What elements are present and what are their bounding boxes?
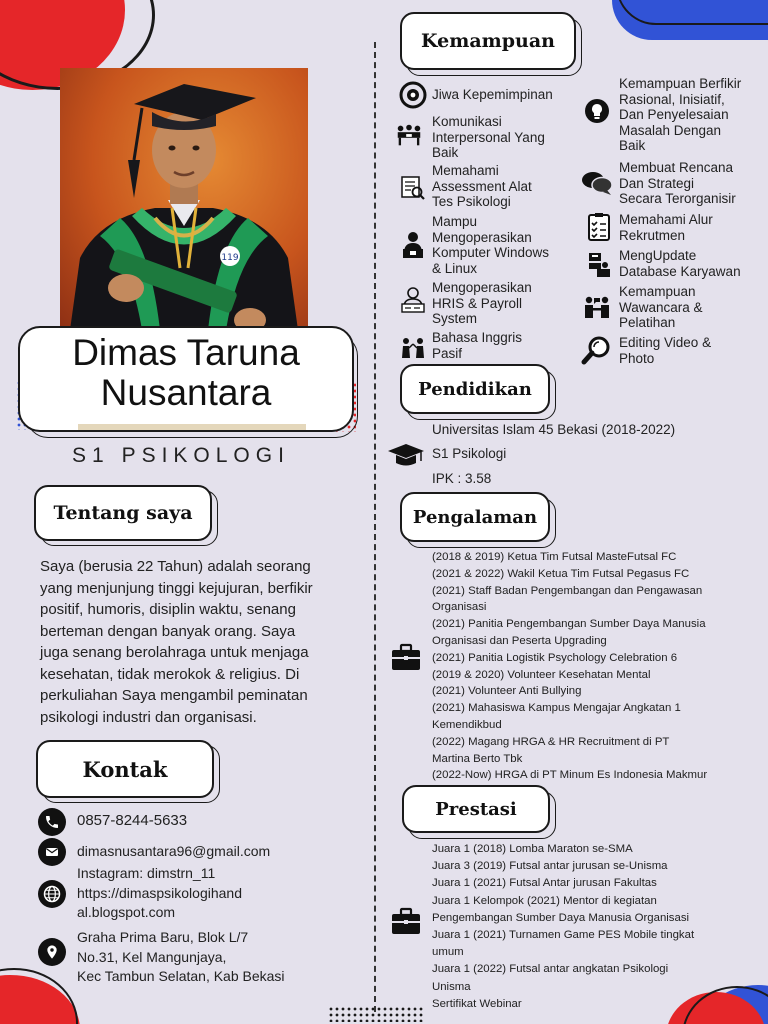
- about-line: berteman dengan banyak orang. Saya: [40, 622, 296, 640]
- skill-label: Masalah Dengan: [619, 122, 722, 138]
- skill-label: HRIS & Payroll: [432, 295, 523, 311]
- skill-label: Pasif: [432, 345, 463, 361]
- skill-item: [580, 160, 736, 207]
- column-divider: [374, 42, 376, 1012]
- briefcase-icon: [390, 906, 422, 936]
- experience-line: Organisasi dan Peserta Upgrading: [432, 634, 607, 647]
- skill-label: Dan Penyelesaian: [619, 107, 729, 123]
- achievement-line: Juara 1 (2021) Turnamen Game PES Mobile tingkat: [432, 929, 695, 942]
- skill-label: Wawancara &: [619, 299, 703, 315]
- skill-label: Mengoperasikan: [432, 280, 532, 295]
- skill-item: [398, 214, 549, 276]
- name-line-2: Nusantara: [100, 372, 272, 413]
- conversation-icon: [398, 332, 428, 362]
- contact-phone[interactable]: [38, 808, 187, 836]
- experience-line: (2021) Mahasiswa Kampus Mengajar Angkatan 1: [432, 702, 681, 715]
- experience-line: (2022-Now) HRGA di PT Minum Es Indonesia Makmur: [432, 769, 708, 782]
- skill-item: [398, 80, 553, 110]
- achievement-line: umum: [432, 946, 464, 959]
- education-heading: Pendidikan: [400, 364, 550, 414]
- profile-photo: [60, 68, 308, 330]
- skill-label: Memahami: [432, 163, 499, 178]
- skill-item: [584, 248, 741, 280]
- blog-url-line-1[interactable]: https://dimaspsikologihand: [77, 884, 242, 901]
- about-line: juga senang berolahraga untuk menjaga: [40, 644, 309, 661]
- achievement-line: Pengembangan Sumber Daya Manusia Organisasi: [432, 911, 690, 924]
- about-line: perkuliahan Saya mengambil peminatan: [40, 687, 308, 704]
- skill-label: Database Karyawan: [619, 263, 741, 279]
- name-line-1: Dimas Taruna: [72, 332, 300, 373]
- skill-label: MengUpdate: [619, 248, 697, 263]
- experience-heading: Pengalaman: [400, 492, 550, 542]
- experience-line: (2018 & 2019) Ketua Tim Futsal MasteFutsal FC: [432, 551, 677, 563]
- database-icon: [584, 250, 614, 280]
- skill-item: [582, 284, 703, 331]
- about-line: kesehatan, tidak merokok & religius. Di: [40, 665, 300, 683]
- graduate-portrait-illustration: [60, 68, 308, 330]
- experience-line: Kemendikbud: [432, 718, 502, 731]
- blog-url-line-2[interactable]: al.blogspot.com: [77, 904, 176, 920]
- magnifier-icon: [580, 335, 614, 365]
- skill-label: Memahami Alur: [619, 212, 713, 227]
- skill-label: System: [432, 311, 478, 327]
- decor-ring-bottom-right: [682, 986, 768, 1024]
- experience-line: (2019 & 2020) Volunteer Kesehatan Mental: [432, 668, 651, 681]
- skill-item: [584, 212, 713, 243]
- briefcase-icon: [390, 642, 422, 672]
- skill-label: Jiwa Kepemimpinan: [432, 87, 553, 102]
- skill-label: Komunikasi: [432, 114, 502, 129]
- web-links: [77, 864, 242, 923]
- experience-list: [432, 549, 707, 784]
- skill-label: Editing Video &: [619, 335, 712, 350]
- assessment-icon: [398, 173, 428, 203]
- experience-line: Organisasi: [432, 601, 487, 614]
- contact-email[interactable]: [38, 838, 270, 866]
- skill-item: [394, 114, 545, 161]
- computer-user-icon: [398, 230, 428, 260]
- about-line: Saya (berusia 22 Tahun) adalah seorang: [40, 558, 311, 575]
- skill-label: Mengoperasikan: [432, 229, 532, 245]
- achievement-line: Juara 1 (2018) Lomba Maraton se-SMA: [432, 843, 633, 855]
- globe-icon: [38, 880, 66, 908]
- name-highlight: [78, 424, 306, 430]
- decor-ring-top-right: [616, 0, 768, 25]
- about-line: positif, humoris, disiplin waktu, senang: [40, 601, 296, 618]
- achievement-line: Juara 1 (2022) Futsal antar angkatan Psikologi: [432, 963, 669, 976]
- skill-item: [398, 330, 522, 362]
- experience-line: (2021) Volunteer Anti Bullying: [432, 685, 582, 698]
- photo-badge-number: 119: [221, 253, 239, 263]
- skill-item: [398, 280, 532, 327]
- skill-label: Kemampuan: [619, 284, 696, 299]
- experience-line: (2021 & 2022) Wakil Ketua Tim Futsal Pegasus FC: [432, 567, 690, 580]
- meeting-icon: [394, 120, 424, 150]
- contact-heading: Kontak: [36, 740, 214, 798]
- skill-label: Photo: [619, 350, 655, 366]
- chat-bubbles-icon: [580, 168, 614, 198]
- full-name: [20, 333, 352, 413]
- skill-label: Bahasa Inggris: [432, 330, 523, 345]
- skill-label: Komputer Windows: [432, 245, 550, 261]
- address-text: [77, 928, 285, 987]
- skill-item: [398, 163, 532, 210]
- education-school: Universitas Islam 45 Bekasi (2018-2022): [432, 422, 676, 437]
- lightbulb-icon: [582, 96, 612, 126]
- skill-label: Kemampuan Berfikir: [619, 76, 742, 91]
- skill-item: [580, 335, 711, 366]
- degree-title: S1 PSIKOLOGI: [72, 444, 290, 467]
- phone-number: 0857-8244-5633: [77, 812, 188, 829]
- contact-address: [38, 928, 285, 987]
- skill-label: Pelatihan: [619, 315, 676, 331]
- achievement-line: Unisma: [432, 980, 471, 993]
- education-gpa: IPK : 3.58: [432, 471, 492, 486]
- experience-line: (2021) Panitia Pengembangan Sumber Daya Manusia: [432, 618, 706, 631]
- about-line: yang menjunjung tinggi kejujuran, berfikir: [40, 579, 313, 597]
- achievements-heading: Prestasi: [402, 785, 550, 833]
- leadership-icon: [398, 80, 428, 110]
- skill-label: Membuat Rencana: [619, 160, 734, 175]
- experience-line: Martina Berto Tbk: [432, 752, 523, 765]
- contact-web[interactable]: [38, 864, 242, 923]
- achievement-line: Juara 3 (2019) Futsal antar jurusan se-Unisma: [432, 860, 668, 873]
- phone-icon: [38, 808, 66, 836]
- skill-label: Tes Psikologi: [432, 194, 511, 210]
- achievement-line: Sertifikat Webinar: [432, 997, 522, 1010]
- about-line: psikologi industri dan organisasi.: [40, 708, 257, 726]
- education-major: S1 Psikologi: [432, 446, 507, 461]
- experience-line: (2021) Staff Badan Pengembangan dan Pengawasan: [432, 584, 703, 597]
- skill-label: Rekrutmen: [619, 227, 686, 243]
- instagram-handle: Instagram: dimstrn_11: [77, 865, 216, 881]
- experience-line: (2021) Panitia Logistik Psychology Celebration 6: [432, 651, 678, 664]
- skills-heading: Kemampuan: [400, 12, 576, 70]
- skill-label: Assessment Alat: [432, 178, 532, 194]
- experience-line: (2022) Magang HRGA & HR Recruitment di PT: [432, 735, 670, 748]
- skill-label: Dan Strategi: [619, 175, 695, 191]
- about-heading: Tentang saya: [34, 485, 212, 541]
- hris-icon: [398, 284, 428, 314]
- skill-label: Mampu: [432, 214, 478, 229]
- skill-label: Rasional, Inisiatif,: [619, 91, 725, 107]
- graduation-cap-icon: [386, 440, 426, 470]
- email-icon: [38, 838, 66, 866]
- interview-icon: [582, 292, 612, 322]
- skill-item: [582, 76, 741, 154]
- achievements-list: [432, 841, 694, 1013]
- about-text: [40, 556, 340, 728]
- address-line: Kec Tambun Selatan, Kab Bekasi: [77, 968, 285, 984]
- skill-label: & Linux: [432, 260, 478, 276]
- skill-label: Secara Terorganisir: [619, 191, 736, 207]
- address-line: No.31, Kel Mangunjaya,: [77, 948, 227, 965]
- skill-label: Baik: [619, 138, 646, 154]
- email-address: dimasnusantara96@gmail.com: [77, 843, 271, 859]
- decor-black-dots: [328, 1006, 424, 1022]
- achievement-line: Juara 1 Kelompok (2021) Mentor di kegiatan: [432, 894, 657, 907]
- skill-label: Baik: [432, 145, 459, 161]
- achievement-line: Juara 1 (2021) Futsal Antar jurusan Fakultas: [432, 877, 657, 890]
- checklist-icon: [584, 212, 614, 242]
- skill-label: Interpersonal Yang: [432, 129, 545, 145]
- location-pin-icon: [38, 938, 66, 966]
- address-line: Graha Prima Baru, Blok L/7: [77, 929, 249, 945]
